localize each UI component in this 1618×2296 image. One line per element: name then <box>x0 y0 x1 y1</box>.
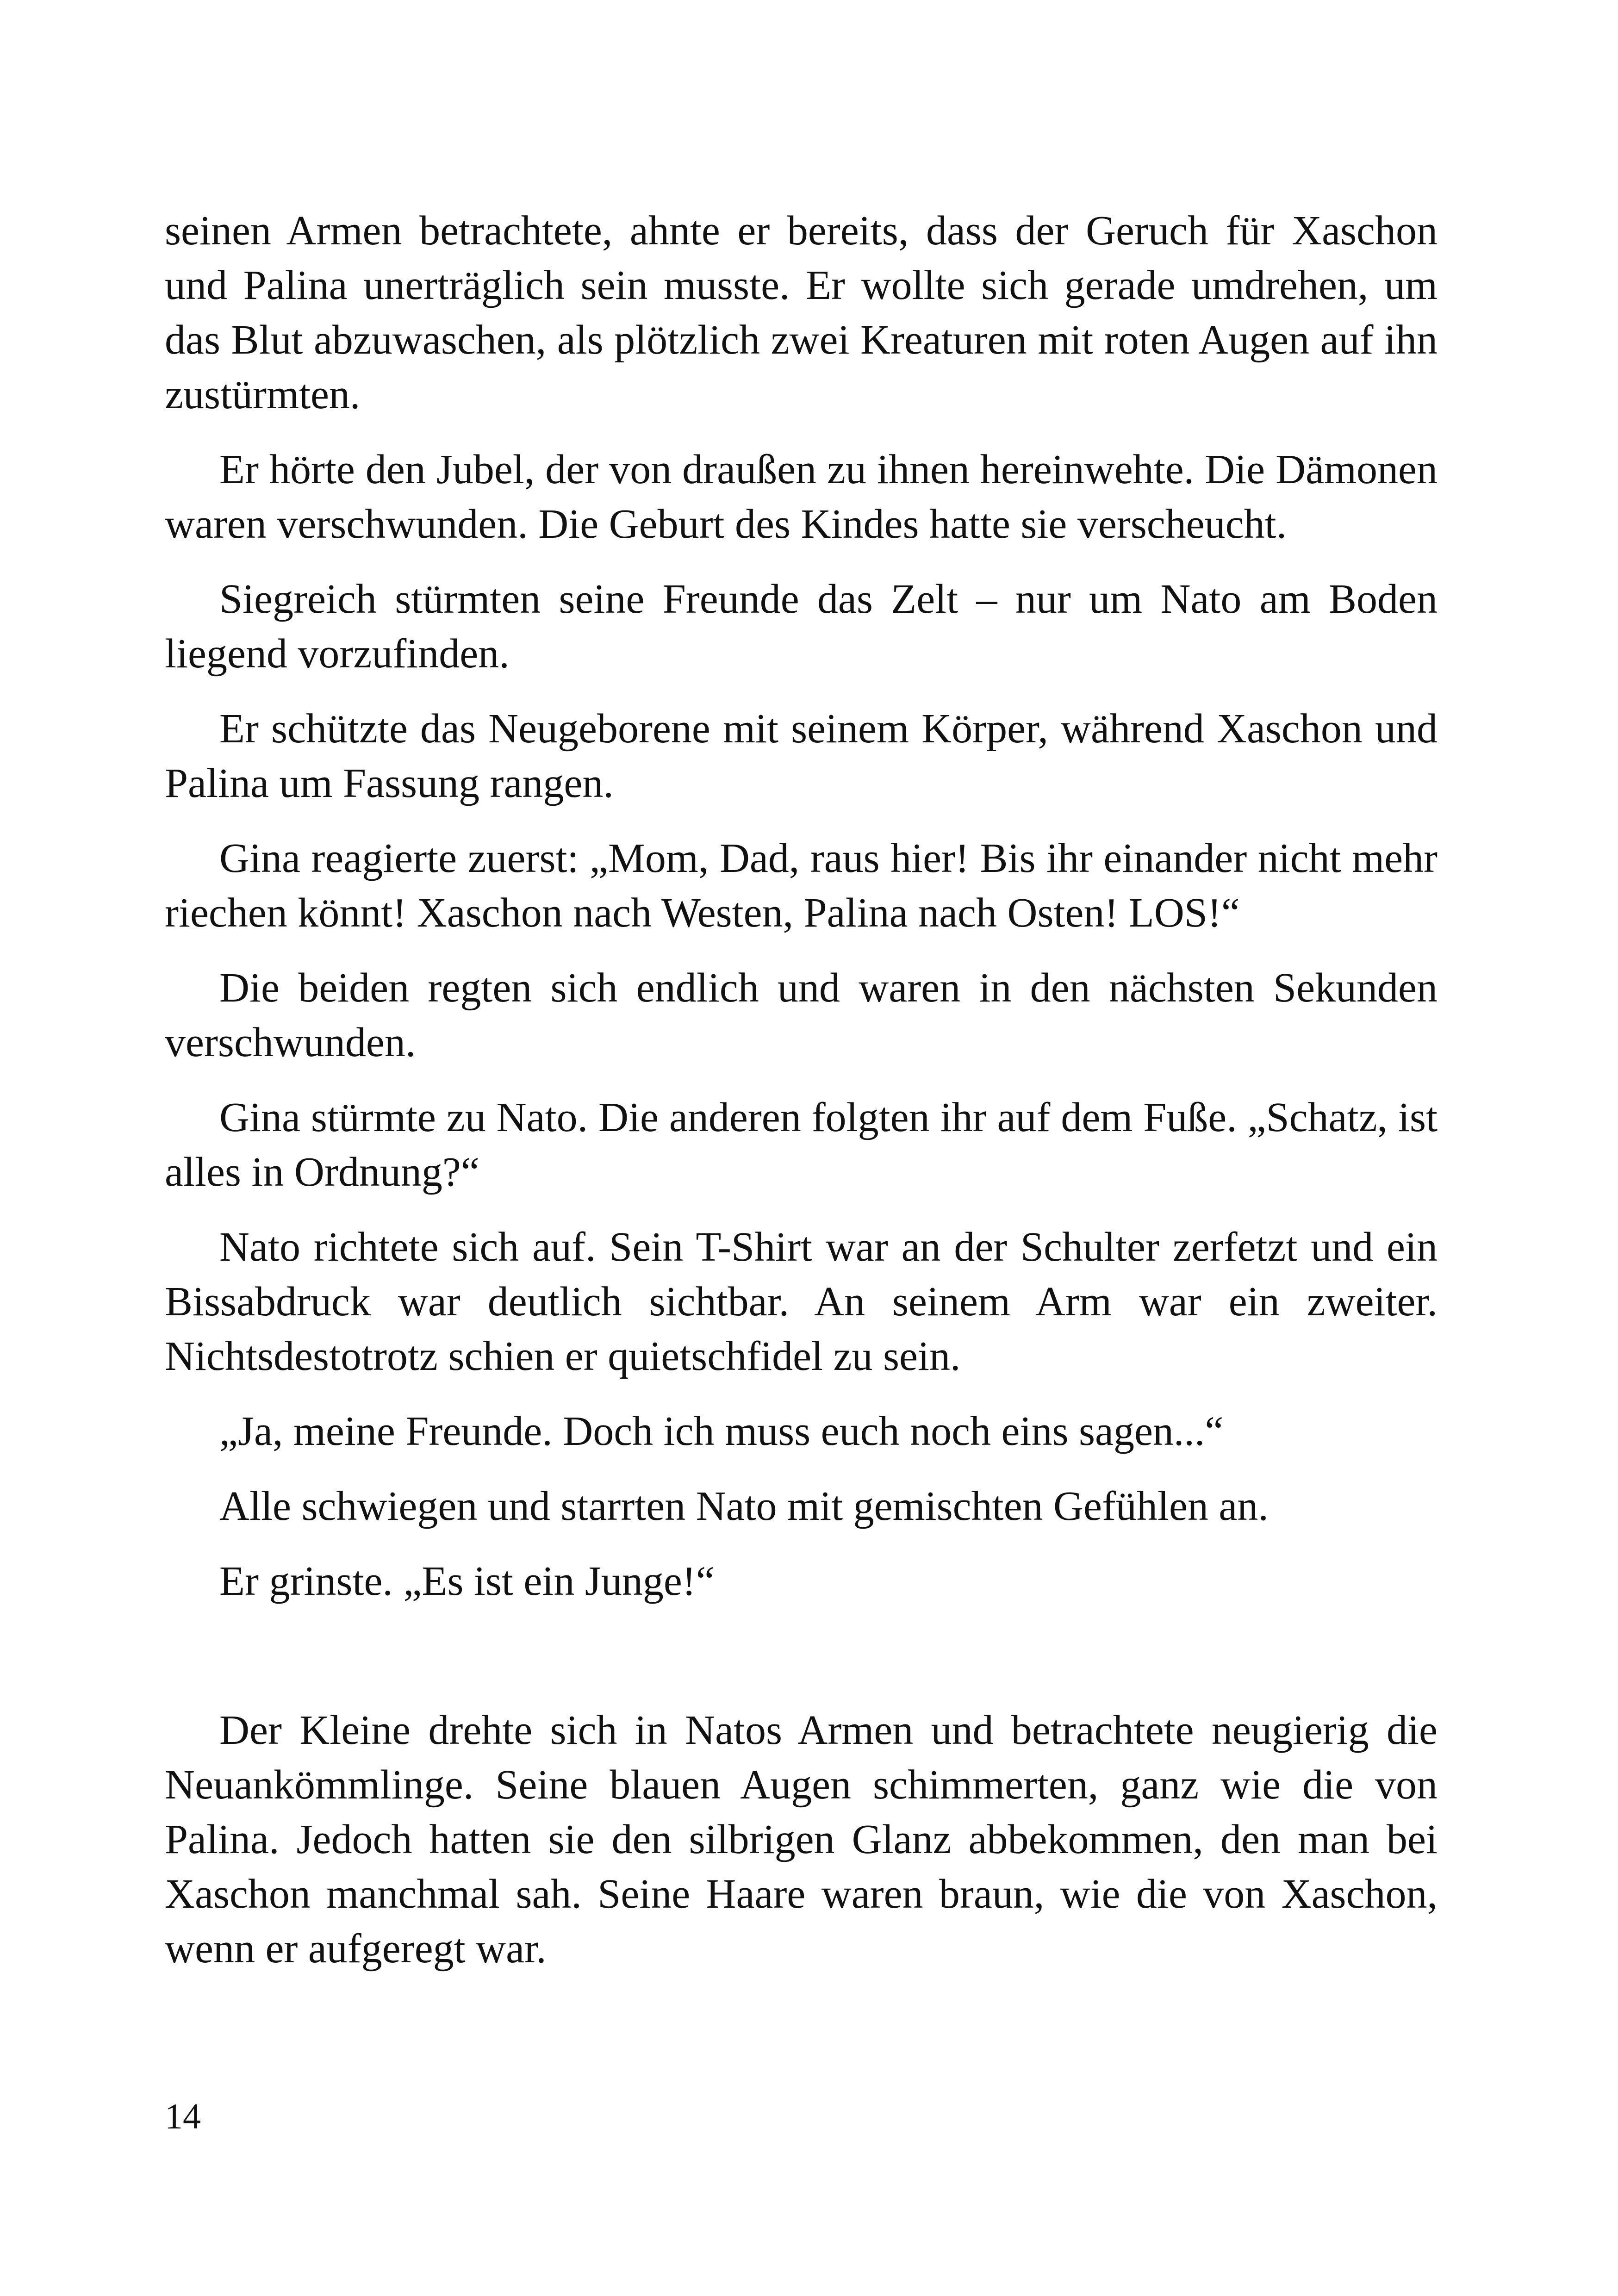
dialogue-line: Er grinste. „Es ist ein Junge!“ <box>219 1558 715 1604</box>
paragraph: Gina reagierte zuerst: „Mom, Dad, raus hier! Bis ihr einander nicht mehr riechen könnt! Xaschon nach Westen, Palina nach Osten! LOS!“ <box>165 835 1438 936</box>
paragraph: Nato richtete sich auf. Sein T-Shirt war an der Schulter zerfetzt und ein Bissabdruck war deutlich sichtbar. An seinem Arm war ein zweiter. Nichtsdestotrotz schien er quietschfidel zu sein. <box>165 1224 1438 1379</box>
paragraph: Die beiden regten sich endlich und waren in den nächsten Sekunden verschwunden. <box>165 965 1438 1065</box>
paragraph: Siegreich stürmten seine Freunde das Zelt – nur um Nato am Boden liegend vorzufinden. <box>165 576 1438 677</box>
paragraph: Er hörte den Jubel, der von draußen zu ihnen hereinwehte. Die Dämonen waren verschwunden. Die Geburt des Kindes hatte sie verscheucht. <box>165 447 1438 547</box>
paragraph: Alle schwiegen und starrten Nato mit gemischten Gefühlen an. <box>219 1483 1269 1529</box>
dialogue-line: „Ja, meine Freunde. Doch ich muss euch noch eins sagen...“ <box>219 1408 1224 1454</box>
paragraph: Er schützte das Neugeborene mit seinem Körper, während Xaschon und Palina um Fassung rangen. <box>165 706 1438 806</box>
paragraph: seinen Armen betrachtete, ahnte er bereits, dass der Geruch für Xaschon und Palina unerträglich sein musste. Er wollte sich gerade umdrehen, um das Blut abzuwaschen, als plötzlich zwei Kreaturen mit roten Augen auf ihn zustürmten. <box>165 208 1438 417</box>
page-number: 14 <box>165 2096 201 2136</box>
body-text <box>165 204 1438 1997</box>
paragraph: Der Kleine drehte sich in Natos Armen und betrachtete neugierig die Neuankömmlinge. Seine blauen Augen schimmerten, ganz wie die von Palina. Jedoch hatten sie den silbrigen Glanz abbekommen, den man bei Xaschon manchmal sah. Seine Haare waren braun, wie die von Xaschon, wenn er aufgeregt war. <box>165 1707 1438 1972</box>
paragraph: Gina stürmte zu Nato. Die anderen folgten ihr auf dem Fuße. „Schatz, ist alles in Ordnung?“ <box>165 1095 1438 1195</box>
scene-break <box>165 1629 1438 1703</box>
